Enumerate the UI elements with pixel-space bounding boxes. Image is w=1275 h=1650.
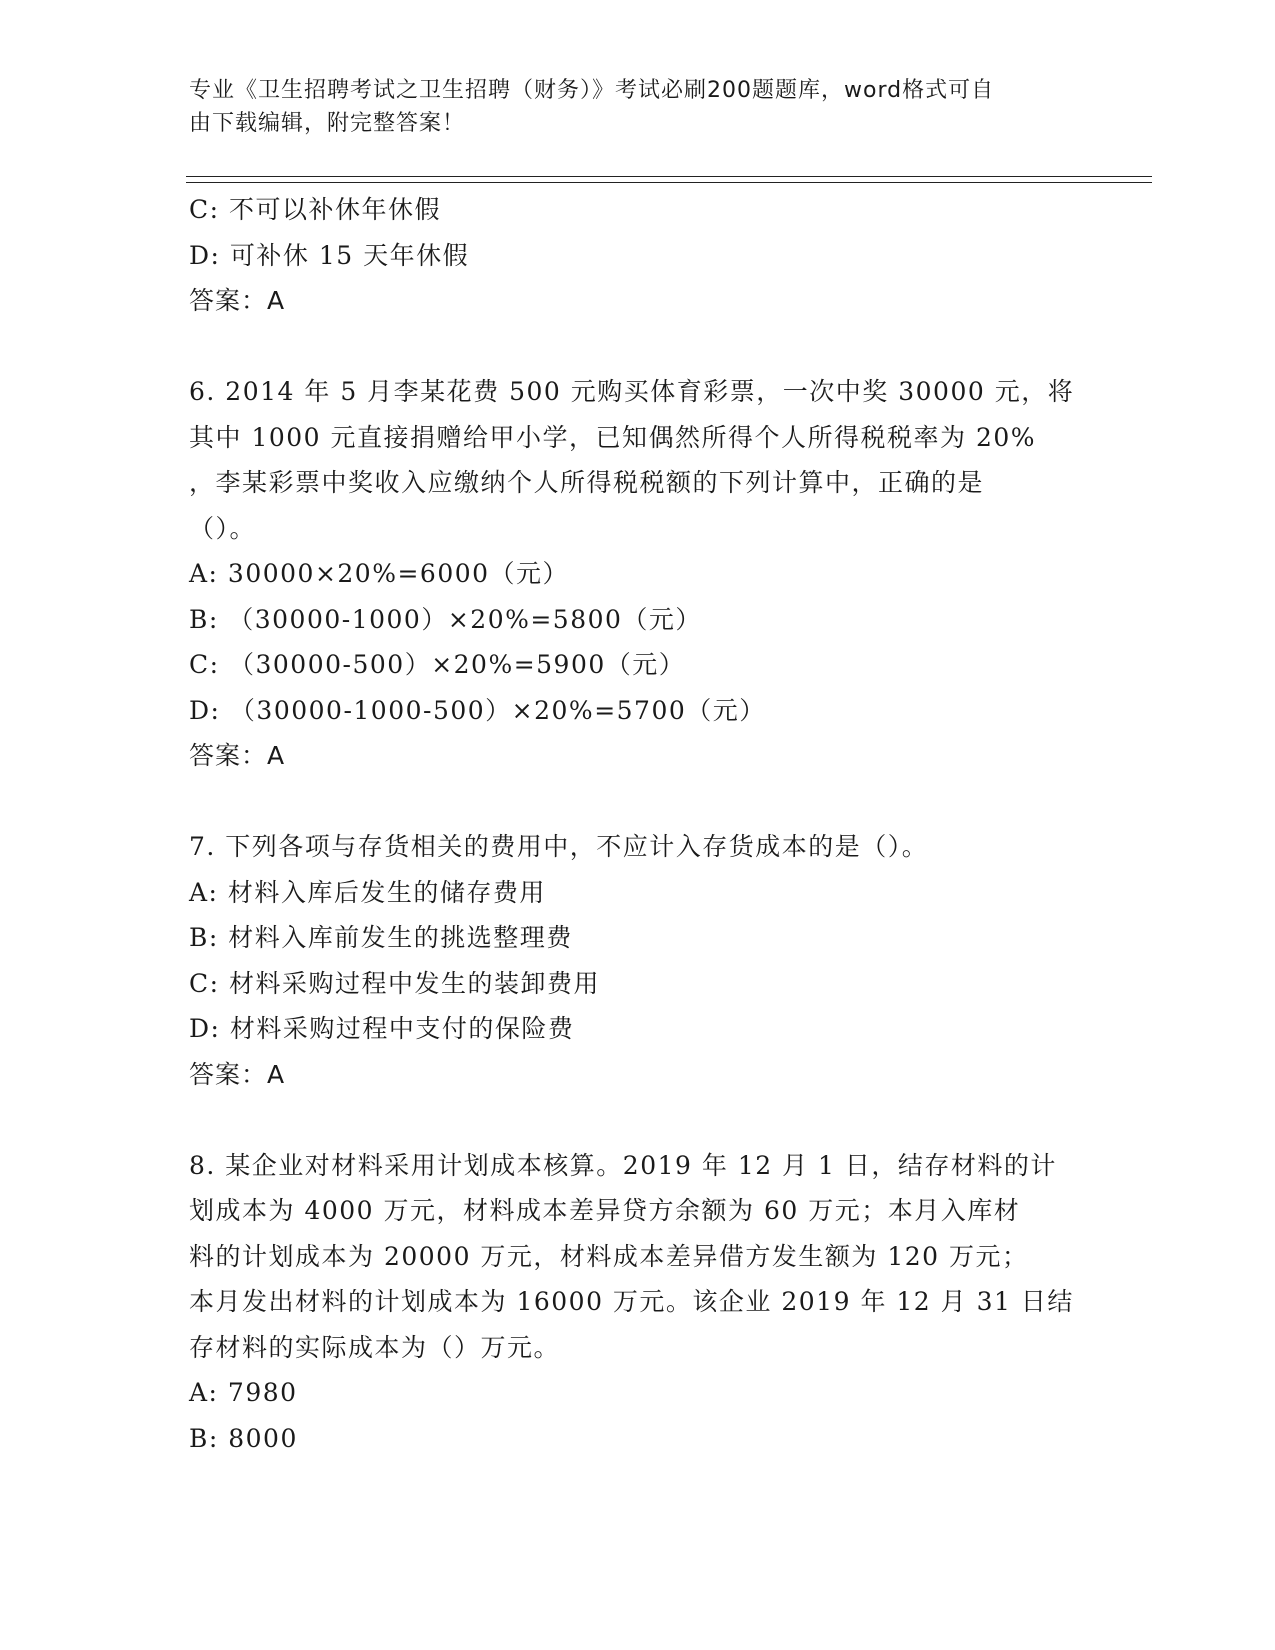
question-7: [189, 824, 1089, 1097]
option-c: C: 材料采购过程中发生的装卸费用: [189, 968, 600, 998]
option-b: B: 8000: [189, 1423, 298, 1453]
spacer: [189, 779, 1089, 825]
option-b: B: （30000-1000）×20%=5800（元）: [189, 604, 702, 634]
spacer: [189, 1097, 1089, 1143]
question-5-tail: [189, 187, 1089, 324]
document-body: [189, 187, 1089, 1461]
question-stem-line: ，李某彩票中奖收入应缴纳个人所得税税额的下列计算中，正确的是: [189, 468, 985, 497]
option-c: C: 不可以补休年休假: [189, 195, 441, 224]
option-d: D: 材料采购过程中支付的保险费: [189, 1014, 575, 1043]
header-line-2: 由下载编辑，附完整答案！: [189, 111, 466, 136]
question-stem-line: （）。: [189, 513, 257, 543]
question-stem-line: 8. 某企业对材料采用计划成本核算。2019 年 12 月 1 日，结存材料的计: [189, 1150, 1057, 1180]
header-line-1: 专业《卫生招聘考试之卫生招聘（财务）》考试必刷200题题库，word格式可自: [189, 78, 995, 103]
option-a: A: 7980: [189, 1378, 298, 1407]
question-stem-line: 存材料的实际成本为（）万元。: [189, 1332, 561, 1362]
header-divider-bottom: [186, 182, 1152, 183]
question-stem-line: 其中 1000 元直接捐赠给甲小学，已知偶然所得个人所得税税率为 20%: [189, 422, 1037, 452]
question-stem-line: 划成本为 4000 万元，材料成本差异贷方余额为 60 万元；本月入库材: [189, 1196, 1021, 1225]
question-stem-line: 料的计划成本为 20000 万元，材料成本差异借方发生额为 120 万元；: [189, 1241, 1029, 1271]
question-stem-line: 7. 下列各项与存货相关的费用中，不应计入存货成本的是（）。: [189, 832, 929, 861]
question-6: [189, 369, 1089, 779]
option-b: B: 材料入库前发生的挑选整理费: [189, 923, 573, 952]
header-divider-top: [186, 176, 1152, 177]
option-a: A: 材料入库后发生的储存费用: [189, 877, 546, 907]
answer-label: 答案：A: [189, 286, 286, 315]
answer-label: 答案：A: [189, 741, 286, 770]
spacer: [189, 324, 1089, 370]
question-8: [189, 1143, 1089, 1462]
question-stem-line: 6. 2014 年 5 月李某花费 500 元购买体育彩票，一次中奖 30000 元，将: [189, 377, 1075, 406]
option-a: A: 30000×20%=6000（元）: [189, 559, 570, 588]
option-d: D: （30000-1000-500）×20%=5700（元）: [189, 695, 766, 725]
answer-label: 答案：A: [189, 1059, 286, 1089]
page-header: [189, 74, 1069, 140]
option-d: D: 可补休 15 天年休假: [189, 240, 470, 270]
question-stem-line: 本月发出材料的计划成本为 16000 万元。该企业 2019 年 12 月 31 日结: [189, 1287, 1074, 1316]
option-c: C: （30000-500）×20%=5900（元）: [189, 650, 686, 679]
